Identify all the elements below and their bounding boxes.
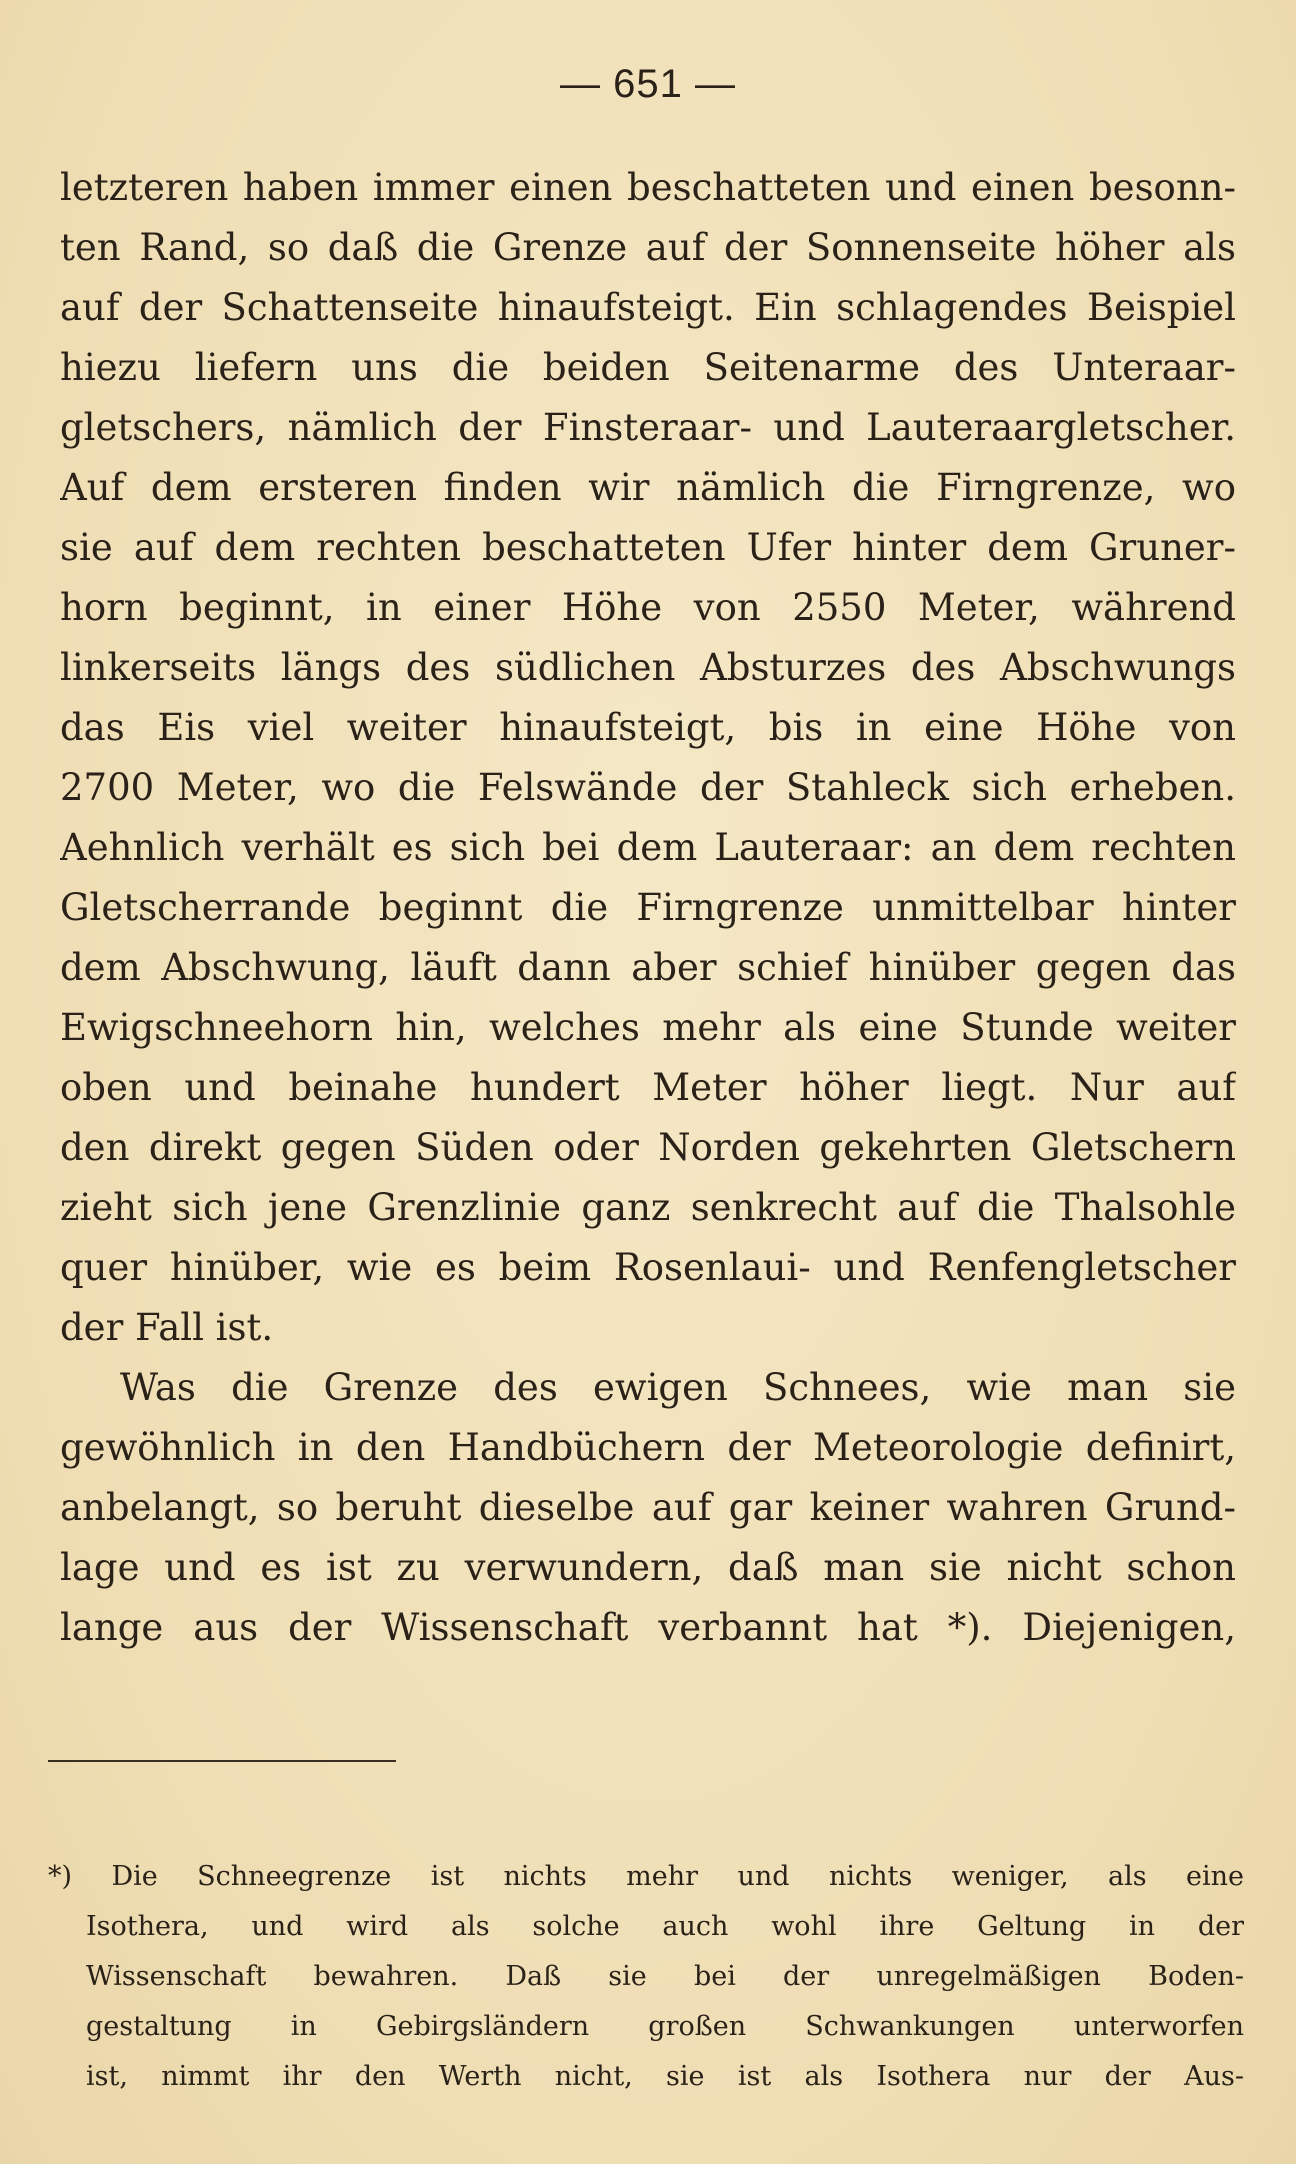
- text-line: gletschers, nämlich der Finsteraar- und Lauteraargletscher.: [60, 406, 1236, 449]
- text-line: zieht sich jene Grenzlinie ganz senkrecht auf die Thalsohle: [60, 1186, 1236, 1229]
- text-line: quer hinüber, wie es beim Rosenlaui- und Renfengletscher: [60, 1246, 1236, 1289]
- footnote-line: *) Die Schneegrenze ist nichts mehr und nichts weniger, als eine: [48, 1861, 1244, 1892]
- footnote-divider: [48, 1760, 396, 1762]
- page-number: — 651 —: [560, 62, 736, 106]
- text-line: Gletscherrande beginnt die Firngrenze unmittelbar hinter: [60, 886, 1236, 929]
- text-line: sie auf dem rechten beschatteten Ufer hinter dem Gruner-: [60, 526, 1236, 569]
- text-line: anbelangt, so beruht dieselbe auf gar keiner wahren Grund-: [60, 1486, 1236, 1529]
- text-line: den direkt gegen Süden oder Norden gekehrten Gletschern: [60, 1126, 1236, 1169]
- text-line: lage und es ist zu verwundern, daß man sie nicht schon: [60, 1546, 1236, 1589]
- paragraph-start-line: Was die Grenze des ewigen Schnees, wie man sie: [120, 1366, 1236, 1409]
- text-line: Ewigschneehorn hin, welches mehr als eine Stunde weiter: [60, 1006, 1236, 1049]
- text-line: letzteren haben immer einen beschatteten und einen besonn-: [60, 166, 1236, 209]
- body-text: [60, 158, 1236, 1658]
- text-line: gewöhnlich in den Handbüchern der Meteorologie definirt,: [60, 1426, 1236, 1469]
- paragraph-end-line: der Fall ist.: [60, 1306, 274, 1349]
- text-line: hiezu liefern uns die beiden Seitenarme des Unteraar-: [60, 346, 1236, 389]
- text-line: linkerseits längs des südlichen Absturzes des Abschwungs: [60, 646, 1236, 689]
- footnote: [48, 1852, 1244, 2102]
- text-line: horn beginnt, in einer Höhe von 2550 Meter, während: [60, 586, 1236, 629]
- text-line: lange aus der Wissenschaft verbannt hat *). Diejenigen,: [60, 1606, 1236, 1649]
- text-line: das Eis viel weiter hinaufsteigt, bis in eine Höhe von: [60, 706, 1236, 749]
- text-line: auf der Schattenseite hinaufsteigt. Ein schlagendes Beispiel: [60, 286, 1236, 329]
- footnote-line: Isothera, und wird als solche auch wohl ihre Geltung in der: [86, 1911, 1244, 1942]
- text-line: Aehnlich verhält es sich bei dem Lauteraar: an dem rechten: [60, 826, 1236, 869]
- footnote-line: gestaltung in Gebirgsländern großen Schwankungen unterworfen: [86, 2011, 1244, 2042]
- footnote-line: ist, nimmt ihr den Werth nicht, sie ist als Isothera nur der Aus-: [86, 2061, 1244, 2092]
- text-line: dem Abschwung, läuft dann aber schief hinüber gegen das: [60, 946, 1236, 989]
- text-line: Auf dem ersteren finden wir nämlich die Firngrenze, wo: [60, 466, 1236, 509]
- text-line: 2700 Meter, wo die Felswände der Stahleck sich erheben.: [60, 766, 1236, 809]
- footnote-line: Wissenschaft bewahren. Daß sie bei der unregelmäßigen Boden-: [86, 1961, 1244, 1992]
- text-line: ten Rand, so daß die Grenze auf der Sonnenseite höher als: [60, 226, 1236, 269]
- text-line: oben und beinahe hundert Meter höher liegt. Nur auf: [60, 1066, 1236, 1109]
